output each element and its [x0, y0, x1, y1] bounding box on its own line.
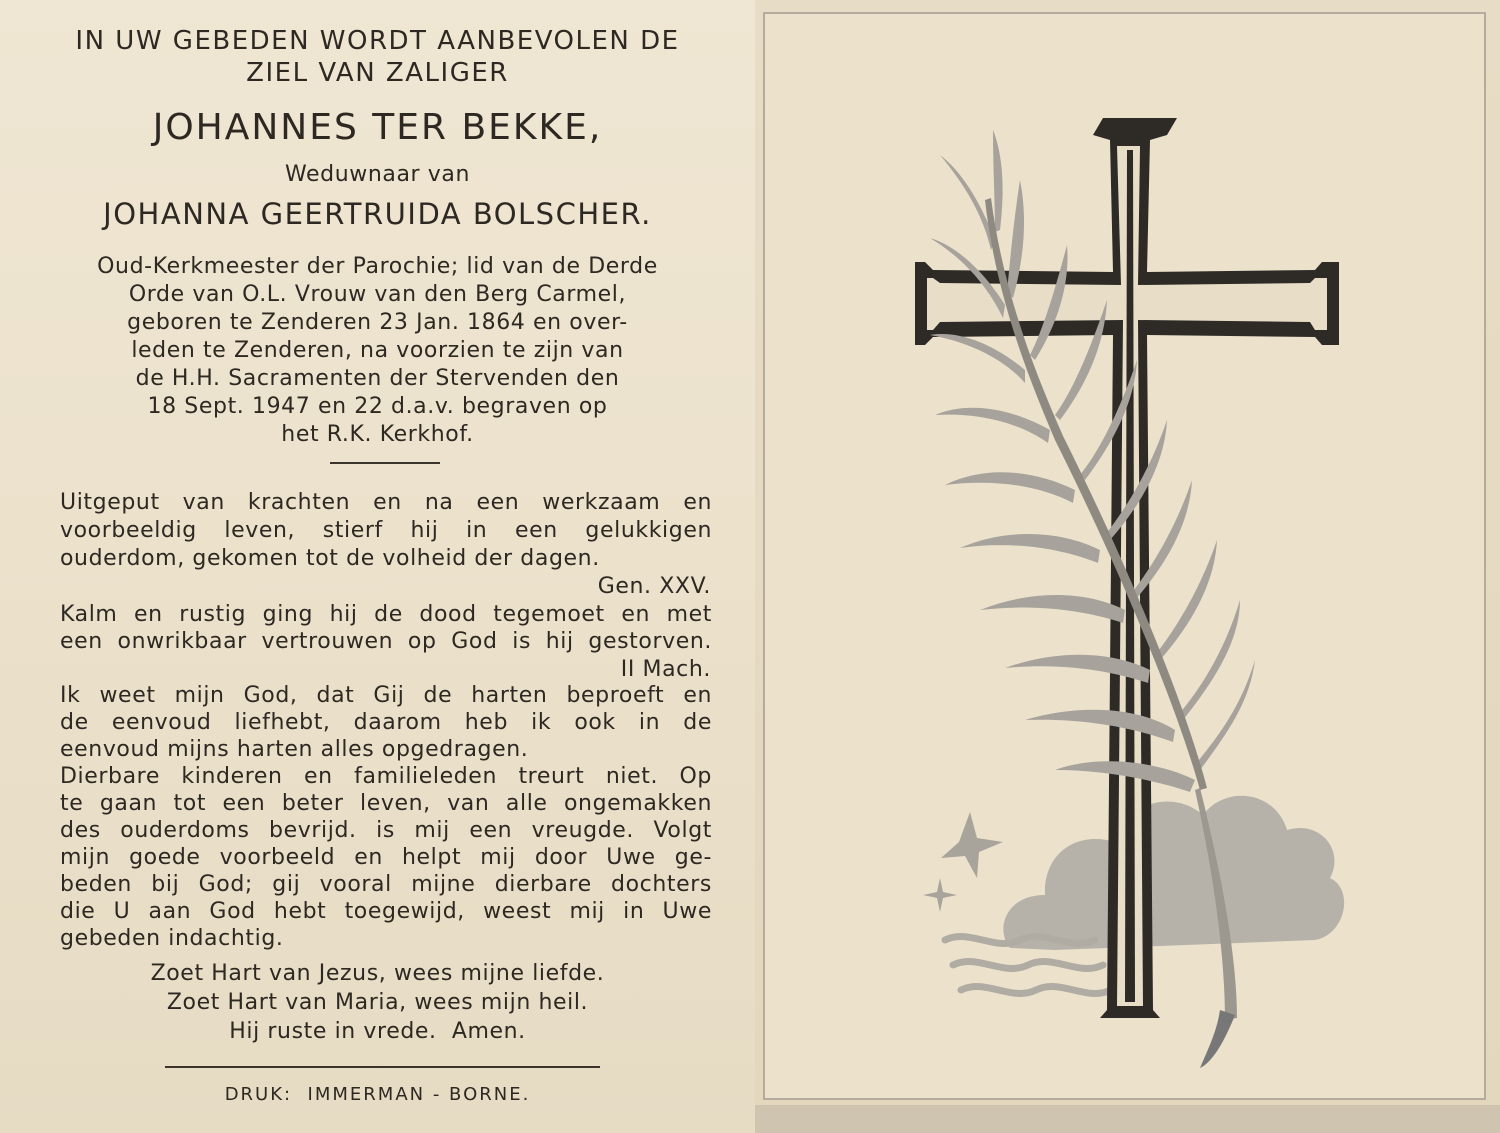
- scripture-reference: Gen. XXV.: [597, 574, 711, 599]
- paragraph-line: Uitgeput van krachten en na een werkzaam en: [60, 490, 712, 515]
- paragraph-line: Kalm en rustig ging hij de dood tegemoet en met: [60, 602, 712, 627]
- cross-and-palm-illustration: [755, 0, 1500, 1133]
- paragraph-line: te gaan tot een beter leven, van alle ongemakken: [60, 791, 712, 816]
- bio-line: 18 Sept. 1947 en 22 d.a.v. begraven op: [147, 394, 608, 419]
- paragraph-line: voorbeeldig leven, stierf hij in een gelukkigen: [60, 518, 712, 543]
- memorial-image-page: [755, 0, 1500, 1133]
- paragraph-line: Ik weet mijn God, dat Gij de harten beproeft en: [60, 683, 712, 708]
- bio-line: de H.H. Sacramenten der Stervenden den: [135, 366, 620, 391]
- bio-line: het R.K. Kerkhof.: [281, 422, 474, 447]
- cloud-icon: [1003, 796, 1344, 950]
- bio-line: Orde van O.L. Vrouw van den Berg Carmel,: [128, 282, 627, 307]
- paragraph-line: eenvoud mijns harten alles opgedragen.: [60, 737, 529, 762]
- header-line-1: IN UW GEBEDEN WORDT AANBEVOLEN DE: [75, 26, 680, 56]
- paragraph-line: mijn goede voorbeeld en helpt mij door Uwe ge-: [60, 845, 712, 870]
- star-icon: [923, 812, 1003, 912]
- paragraph-line: de eenvoud liefhebt, daarom heb ik ook in de: [60, 710, 712, 735]
- paragraph-line: beden bij God; gij vooral mijne dierbare dochters: [60, 872, 712, 897]
- paragraph-line: Dierbare kinderen en familieleden treurt niet. Op: [60, 764, 712, 789]
- bio-line: leden te Zenderen, na voorzien te zijn van: [131, 338, 624, 363]
- prayer-line: Zoet Hart van Maria, wees mijn heil.: [166, 990, 589, 1015]
- paragraph-line: des ouderdoms bevrijd. is mij een vreugde. Volgt: [60, 818, 712, 843]
- printer-credit: DRUK: IMMERMAN - BORNE.: [224, 1084, 531, 1105]
- prayer-line: Hij ruste in vrede. Amen.: [229, 1019, 526, 1044]
- spouse-name: JOHANNA GEERTRUIDA BOLSCHER.: [103, 197, 652, 231]
- header-line-2: ZIEL VAN ZALIGER: [246, 58, 509, 88]
- scripture-reference: II Mach.: [620, 657, 711, 682]
- paragraph-line: ouderdom, gekomen tot de volheid der dagen.: [60, 546, 600, 571]
- paragraph-line: een onwrikbaar vertrouwen op God is hij gestorven.: [60, 629, 712, 654]
- bio-line: geboren te Zenderen 23 Jan. 1864 en over-: [127, 310, 628, 335]
- section-divider: [330, 462, 440, 464]
- paragraph-line: gebeden indachtig.: [60, 926, 284, 951]
- prayer-line: Zoet Hart van Jezus, wees mijne liefde.: [150, 961, 605, 986]
- widower-line: Weduwnaar van: [284, 162, 471, 187]
- deceased-name: JOHANNES TER BEKKE,: [152, 107, 603, 148]
- paragraph-line: die U aan God hebt toegewijd, weest mij in Uwe: [60, 899, 712, 924]
- bio-line: Oud-Kerkmeester der Parochie; lid van de Derde: [97, 254, 658, 279]
- footer-divider: [165, 1066, 600, 1068]
